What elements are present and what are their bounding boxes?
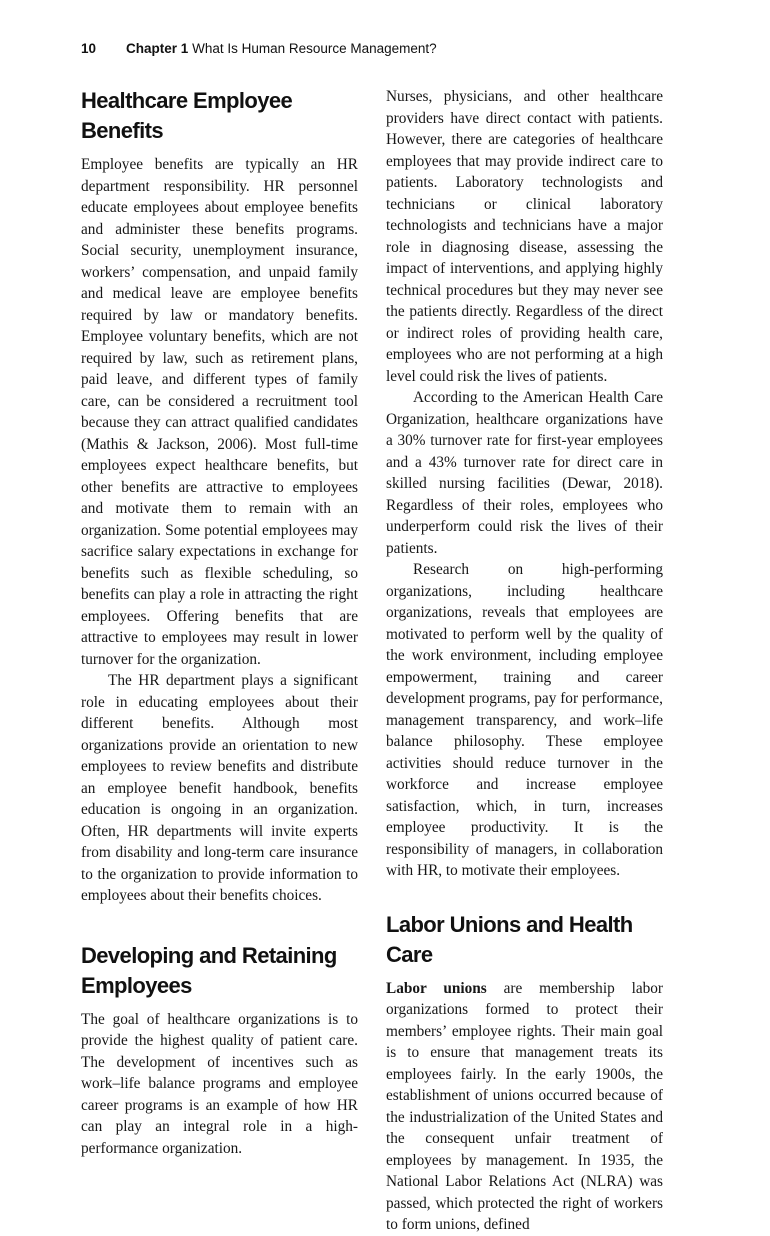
retaining-paragraph-3: According to the American Health Care Organization, healthcare organizations have a 30% turnover rate for first-year employees and a 43% turnover rate for direct care in skilled nursing facilities (Dewar, 2018). Regardless of their roles, employees who underperform could risk the lives of their patients. — [386, 389, 663, 557]
right-column — [386, 86, 663, 1236]
page-number: 10 — [81, 41, 97, 56]
running-head — [81, 41, 437, 56]
chapter-label: Chapter 1 — [126, 41, 189, 56]
benefits-paragraph-2: The HR department plays a significant role in educating employees about their different benefits. Although most organizations provide an orientation to new employees to review benefits and distribute an employee benefit handbook, benefits education is ongoing in an organization. Often, HR departments will invite experts from disability and long-term care insurance to the organization to provide information to employees about their benefits choices. — [81, 672, 358, 904]
section-spacer — [81, 907, 358, 941]
retaining-paragraph-2: Nurses, physicians, and other healthcare providers have direct contact with patients. However, there are categories of healthcare employees that may provide indirect care to patients. Laboratory technologists and technicians or clinical laboratory technologists and technicians have a major role in diagnosing disease, assessing the impact of interventions, and applying highly technical procedures but they may never see the patients directly. Regardless of the direct or indirect roles of providing health care, employees who are not performing at a high level could risk the lives of patients. — [386, 88, 663, 385]
section-heading-retaining: Developing and Retaining Employees — [81, 942, 337, 998]
section-heading-benefits: Healthcare Employee Benefits — [81, 88, 293, 143]
section-heading-unions: Labor Unions and Health Care — [386, 911, 633, 967]
key-term-labor-unions: Labor unions — [386, 979, 487, 997]
retaining-paragraph-1: The goal of healthcare organizations is to provide the highest quality of patient care. The development of incentives such as work–life balance programs and employee career programs is an example of how HR can play an integral role in a high-performance organization. — [81, 1010, 358, 1157]
section-spacer — [386, 882, 663, 910]
unions-paragraph-1 — [386, 978, 663, 1236]
unions-paragraph-text: are membership labor organizations formed to protect their members’ employee rights. Their main goal is to ensure that management treats its employees fairly. In the early 1900s, the establishment of unions occurred because of the industrialization of the United States and the consequent unfair treatment of employees by management. In 1935, the National Labor Relations Act (NLRA) was passed, which protected the right of workers to form unions, defined — [386, 979, 664, 1233]
left-column — [81, 86, 358, 1159]
retaining-paragraph-4: Research on high-performing organizations, including healthcare organizations, reveals that employees are motivated to perform well by the quality of the work environment, including employee empowerment, training and career development programs, pay for performance, management transparency, and work–life balance philosophy. These employee activities should reduce turnover in the workforce and increase employee satisfaction, which, in turn, increases employee productivity. It is the responsibility of managers, in collaboration with HR, to motivate their employees. — [386, 561, 663, 879]
chapter-title: What Is Human Resource Management? — [192, 41, 437, 56]
benefits-paragraph-1: Employee benefits are typically an HR department responsibility. HR personnel educate employees about employee benefits and administer these benefits programs. Social security, unemployment insurance, workers’ compensation, and unpaid family and medical leave are employee benefits required by law or mandatory benefits. Employee voluntary benefits, which are not required by law, such as retirement plans, paid leave, and different types of family care, can be considered a recruitment tool because they can attract qualified candidates (Mathis & Jackson, 2006). Most full-time employees expect healthcare benefits, but other benefits are attractive to employees and motivate them to remain with an organization. Some potential employees may sacrifice salary expectations in exchange for benefits such as flexible scheduling, so benefits can play a role in attracting the right employees. Offering benefits that are attractive to employees may result in lower turnover for the organization. — [81, 156, 358, 668]
